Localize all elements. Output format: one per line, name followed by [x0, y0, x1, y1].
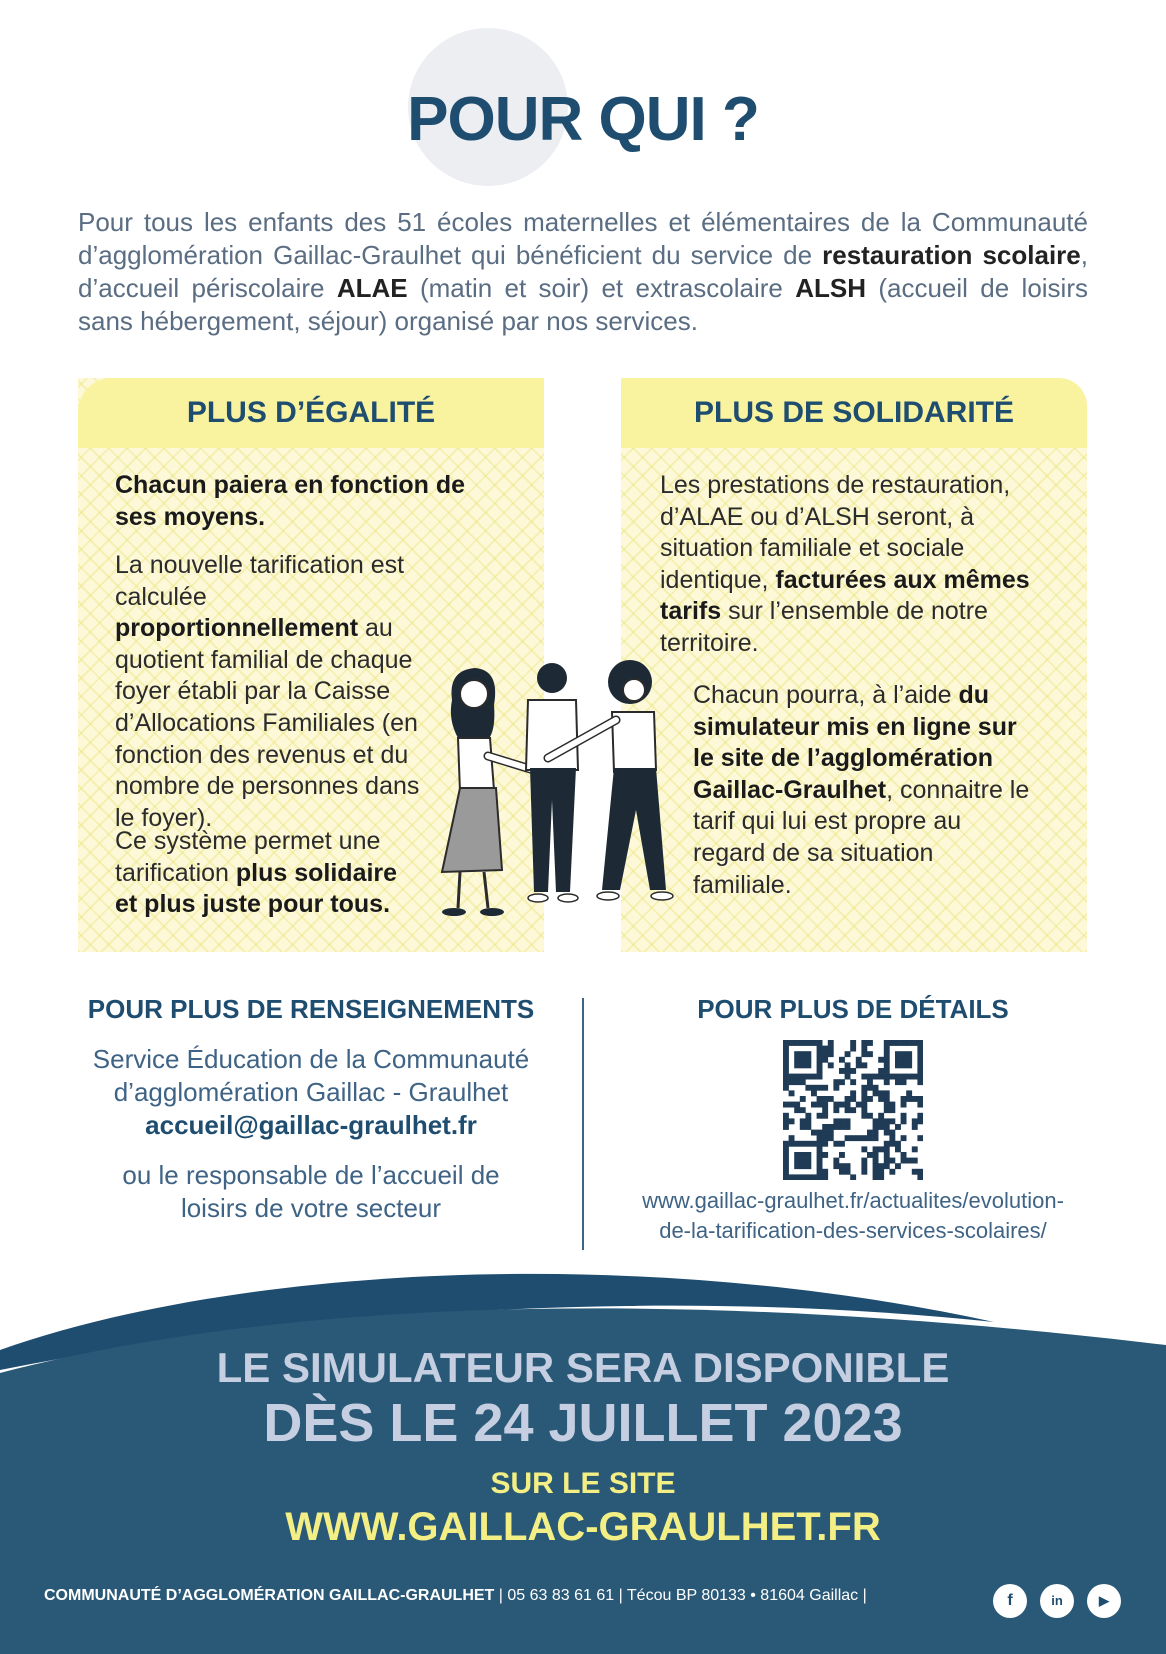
- renseignements-line-3: ou le responsable de l’accueil de: [122, 1160, 500, 1190]
- solidarite-title: PLUS DE SOLIDARITÉ: [621, 378, 1087, 448]
- egalite-lead: Chacun paiera en fonction de ses moyens.: [115, 471, 466, 531]
- people-illustration: [430, 660, 730, 940]
- intro-paragraph: Pour tous les enfants des 51 écoles maternelles et élémentaires de la Communauté d’agglomération Gaillac-Graulhet qui bénéficient du service de restauration scolaire, d’accueil périscolaire ALAE (matin et soir) et extrascolaire ALSH (accueil de loisirs sans hébergement, séjour) organisé par nos services.: [78, 207, 1088, 336]
- person-woman-left: [442, 668, 540, 916]
- renseignements-line-4: loisirs de votre secteur: [180, 1193, 442, 1223]
- solidarite-paragraph-1: Les prestations de restauration, d’ALAE ou d’ALSH seront, à situation familiale et sociale identique, facturées aux mêmes tarifs sur l’ensemble de notre territoire.: [660, 471, 1030, 657]
- renseignements-line-1: Service Éducation de la Communauté: [92, 1044, 530, 1074]
- details-url[interactable]: www.gaillac-graulhet.fr/actualites/evolution- de-la-tarification-des-services-scolaires/: [642, 1188, 1064, 1243]
- renseignements-line-2: d’agglomération Gaillac - Graulhet: [113, 1077, 509, 1107]
- egalite-title: PLUS D’ÉGALITÉ: [78, 378, 544, 448]
- banner-line-2: DÈS LE 24 JUILLET 2023: [263, 1393, 903, 1453]
- page-title: POUR QUI ?: [407, 85, 759, 154]
- qr-code-icon[interactable]: [783, 1040, 923, 1180]
- banner-line-1: LE SIMULATEUR SERA DISPONIBLE: [216, 1344, 950, 1391]
- renseignements-title: POUR PLUS DE RENSEIGNEMENTS: [87, 994, 535, 1024]
- banner-website[interactable]: WWW.GAILLAC-GRAULHET.FR: [285, 1505, 881, 1549]
- solidarite-paragraph-2: Chacun pourra, à l’aide du simulateur mis en ligne sur le site de l’agglomération Gaillac-Graulhet, connaitre le tarif qui lui est propre au regard de sa situation familiale.: [693, 681, 1030, 899]
- youtube-icon[interactable]: ▶: [1087, 1584, 1121, 1618]
- person-man-center: [526, 663, 578, 902]
- email-link[interactable]: accueil@gaillac-graulhet.fr: [145, 1110, 477, 1140]
- details-title: POUR PLUS DE DÉTAILS: [697, 994, 1009, 1024]
- banner-line-3: SUR LE SITE: [490, 1467, 676, 1500]
- egalite-paragraph-2: Ce système permet une tarification plus solidaire et plus juste pour tous.: [115, 827, 398, 919]
- facebook-icon[interactable]: f: [993, 1584, 1027, 1618]
- footer-contact: COMMUNAUTÉ D’AGGLOMÉRATION GAILLAC-GRAULHET | 05 63 83 61 61 | Técou BP 80133 • 81604 Gaillac |: [44, 1587, 867, 1604]
- section-divider: [582, 998, 584, 1250]
- linkedin-icon[interactable]: in: [1040, 1584, 1074, 1618]
- egalite-paragraph-1: La nouvelle tarification est calculée proportionnellement au quotient familial de chaque foyer établi par la Caisse d’Allocations Familiales (en fonction des revenus et du nombre de personnes dans le foyer).: [115, 551, 420, 832]
